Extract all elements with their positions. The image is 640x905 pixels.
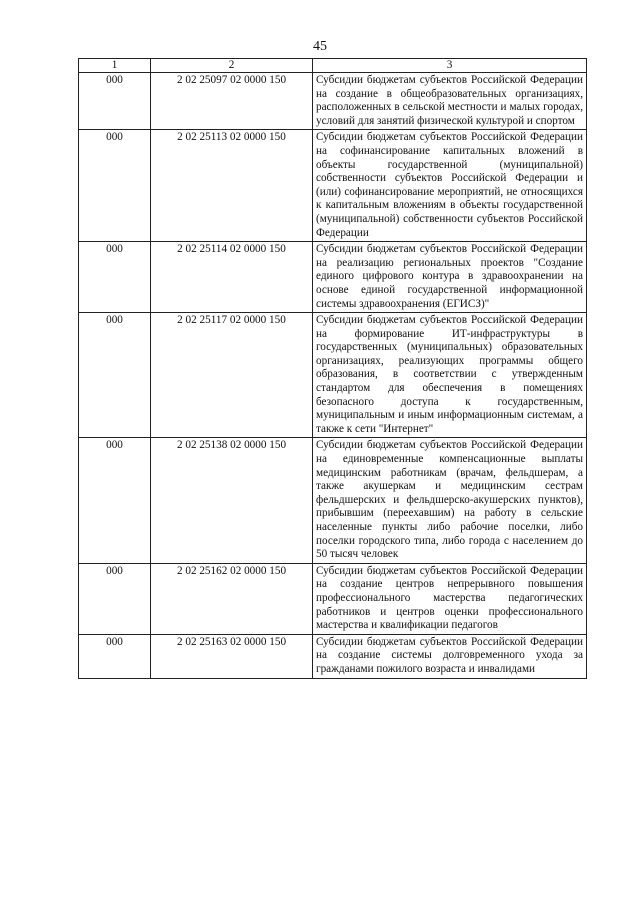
budget-code-cell: 2 02 25162 02 0000 150 bbox=[151, 563, 313, 634]
table-row bbox=[79, 634, 587, 678]
budget-code-cell: 2 02 25117 02 0000 150 bbox=[151, 313, 313, 438]
table-row bbox=[79, 130, 587, 242]
description-cell: Субсидии бюджетам субъектов Российской Федерации на софинансирование капитальных вложений в объекты государственной (муниципальной) собственности субъектов Российской Федерации и (или) софинансирование мероприятий, не относящихся к капитальным вложениям в объекты государственной (муниципальной) собственности субъектов Российской Федерации bbox=[313, 130, 587, 242]
description-cell: Субсидии бюджетам субъектов Российской Федерации на создание системы долговременного ухода за гражданами пожилого возраста и инвалидами bbox=[313, 634, 587, 678]
table-row bbox=[79, 242, 587, 313]
admin-code-cell: 000 bbox=[79, 313, 151, 438]
page-number: 45 bbox=[313, 39, 327, 54]
description-cell: Субсидии бюджетам субъектов Российской Федерации на создание в общеобразовательных организациях, расположенных в сельской местности и малых городах, условий для занятий физической культурой и спортом bbox=[313, 73, 587, 130]
table-body bbox=[79, 73, 587, 679]
budget-classification-table bbox=[78, 58, 587, 679]
admin-code-cell: 000 bbox=[79, 242, 151, 313]
admin-code-cell: 000 bbox=[79, 438, 151, 563]
admin-code-cell: 000 bbox=[79, 130, 151, 242]
column-header-3: 3 bbox=[313, 59, 587, 73]
admin-code-cell: 000 bbox=[79, 563, 151, 634]
description-cell: Субсидии бюджетам субъектов Российской Федерации на единовременные компенсационные выплаты медицинским работникам (врачам, фельдшерам, а также акушеркам и медицинским сестрам фельдшерских и фельдшерско-акушерских пунктов), прибывшим (переехавшим) на работу в сельские населенные пункты либо рабочие поселки, либо поселки городского типа, либо города с населением до 50 тысяч человек bbox=[313, 438, 587, 563]
column-header-1: 1 bbox=[79, 59, 151, 73]
table-row bbox=[79, 438, 587, 563]
column-header-2: 2 bbox=[151, 59, 313, 73]
table-row bbox=[79, 563, 587, 634]
admin-code-cell: 000 bbox=[79, 73, 151, 130]
description-cell: Субсидии бюджетам субъектов Российской Федерации на реализацию региональных проектов "Создание единого цифрового контура в здравоохранении на основе единой государственной информационной системы здравоохранения (ЕГИСЗ)" bbox=[313, 242, 587, 313]
budget-code-cell: 2 02 25113 02 0000 150 bbox=[151, 130, 313, 242]
budget-code-cell: 2 02 25138 02 0000 150 bbox=[151, 438, 313, 563]
admin-code-cell: 000 bbox=[79, 634, 151, 678]
budget-code-cell: 2 02 25097 02 0000 150 bbox=[151, 73, 313, 130]
description-cell: Субсидии бюджетам субъектов Российской Федерации на создание центров непрерывного повышения профессионального мастерства педагогических работников и центров оценки профессионального мастерства и квалификации педагогов bbox=[313, 563, 587, 634]
header-row bbox=[79, 59, 587, 73]
budget-code-cell: 2 02 25114 02 0000 150 bbox=[151, 242, 313, 313]
budget-code-cell: 2 02 25163 02 0000 150 bbox=[151, 634, 313, 678]
table-row bbox=[79, 73, 587, 130]
table-row bbox=[79, 313, 587, 438]
description-cell: Субсидии бюджетам субъектов Российской Федерации на формирование ИТ-инфраструктуры в государственных (муниципальных) образовательных организациях, реализующих программы общего образования, в соответствии с утвержденным стандартом для обеспечения в помещениях безопасного доступа к государственным, муниципальным и иным информационным системам, а также к сети "Интернет" bbox=[313, 313, 587, 438]
table-header bbox=[79, 59, 587, 73]
